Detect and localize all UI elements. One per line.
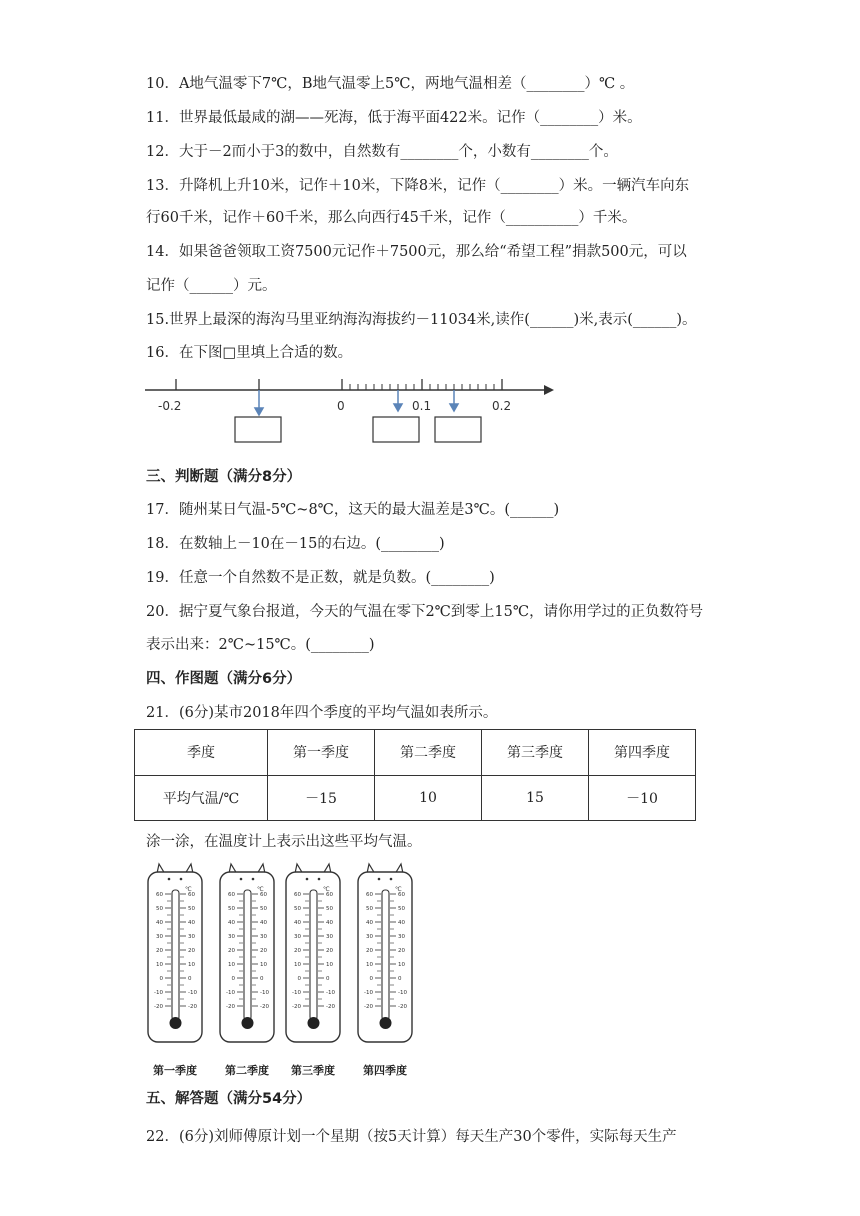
table-header-cell: 第四季度 <box>589 730 696 776</box>
thermometer-tick-label: -20 <box>260 1004 269 1010</box>
thermometer-tick-label: 10 <box>366 962 373 968</box>
thermometer-tick-label: 50 <box>366 906 373 912</box>
thermometer-tick-label: 20 <box>294 948 301 954</box>
thermometer-tick-label: 40 <box>260 920 267 926</box>
thermometer-tick-label: -10 <box>226 990 235 996</box>
thermometer-tick-label: 50 <box>228 906 235 912</box>
thermometer-tick-label: 0 <box>188 976 192 982</box>
thermometer-tick-label: 10 <box>398 962 405 968</box>
question-13-line2: 行60千米，记作＋60千米，那么向西行45千米，记作（__________）千米。 <box>146 210 637 226</box>
thermometer-tick-label: 60 <box>366 892 373 898</box>
thermometer-tick-label: -10 <box>188 990 197 996</box>
thermometer-tick-label: -20 <box>364 1004 373 1010</box>
thermometer-tick-label: 40 <box>228 920 235 926</box>
temperature-table <box>134 729 696 821</box>
question-16: 16．在下图□里填上合适的数。 <box>146 345 353 361</box>
thermometer-tick-label: 20 <box>398 948 405 954</box>
thermometer-tick-label: -10 <box>154 990 163 996</box>
thermometers-figure <box>140 860 430 1082</box>
thermometer-tick-label: -10 <box>326 990 335 996</box>
thermometer-tick-label: -20 <box>326 1004 335 1010</box>
thermometer-tick-label: 60 <box>260 892 267 898</box>
thermometer-tick-label: 40 <box>156 920 163 926</box>
question-17: 17．随州某日气温-5℃~8℃，这天的最大温差是3℃。(______) <box>146 502 560 518</box>
table-row-label: 平均气温/℃ <box>135 775 268 821</box>
table-row <box>135 775 696 821</box>
question-18: 18．在数轴上－10在－15的右边。(________) <box>146 536 445 552</box>
table-cell: －15 <box>268 775 375 821</box>
thermometer-tick-label: 60 <box>294 892 301 898</box>
question-13-line1: 13．升降机上升10米，记作＋10米，下降8米，记作（________）米。一辆汽车向东 <box>146 178 690 194</box>
thermometer-tick-label: 40 <box>188 920 195 926</box>
thermometer-tick-label: 60 <box>188 892 195 898</box>
thermometer-tick-label: 50 <box>326 906 333 912</box>
thermometer-tick-label: -20 <box>188 1004 197 1010</box>
table-row <box>135 730 696 776</box>
question-14-line1: 14．如果爸爸领取工资7500元记作＋7500元，那么给“希望工程”捐款500元，可以 <box>146 244 687 260</box>
number-line-label: -0.2 <box>158 399 182 413</box>
thermometer-tick-label: 60 <box>156 892 163 898</box>
section-heading-solve: 五、解答题（满分54分） <box>146 1091 312 1107</box>
thermometer-tick-label: -20 <box>226 1004 235 1010</box>
thermometer-tick-label: 0 <box>326 976 330 982</box>
thermometer-tick-label: 20 <box>366 948 373 954</box>
thermometer-bulb <box>242 1017 254 1029</box>
thermometer-tick-label: 10 <box>294 962 301 968</box>
question-15: 15.世界上最深的海沟马里亚纳海沟海拔约－11034米,读作(______)米,表示(______)。 <box>146 312 697 328</box>
number-line-label: 0.1 <box>412 399 432 413</box>
number-line-label: 0 <box>337 399 345 413</box>
number-line-label: 0.2 <box>492 399 512 413</box>
thermometer-tick-label: 10 <box>326 962 333 968</box>
section-heading-judge: 三、判断题（满分8分） <box>146 469 302 485</box>
thermometer-tick-label: 0 <box>231 976 235 982</box>
table-header-cell: 季度 <box>135 730 268 776</box>
thermometer-unit: ℃ <box>257 886 264 893</box>
thermometer-tick-label: 30 <box>228 934 235 940</box>
answer-box[interactable] <box>435 417 481 442</box>
thermometer-bulb <box>170 1017 182 1029</box>
thermometer-tick-label: -10 <box>260 990 269 996</box>
question-21: 21．(6分)某市2018年四个季度的平均气温如表所示。 <box>146 705 498 721</box>
thermometer-tick-label: 60 <box>228 892 235 898</box>
section-heading-draw: 四、作图题（满分6分） <box>146 671 302 687</box>
thermometer-tick-label: 30 <box>260 934 267 940</box>
thermometer-tick-label: 0 <box>297 976 301 982</box>
question-10: 10．A地气温零下7℃，B地气温零上5℃，两地气温相差（________）℃ 。 <box>146 76 635 92</box>
thermometer-tick-label: 40 <box>398 920 405 926</box>
thermometer-tick-label: 0 <box>398 976 402 982</box>
table-header-cell: 第二季度 <box>375 730 482 776</box>
thermometer-tick-label: 50 <box>188 906 195 912</box>
thermometer-tick-label: 60 <box>326 892 333 898</box>
thermometer-tick-label: 40 <box>294 920 301 926</box>
thermometer-tick-label: 0 <box>159 976 163 982</box>
question-19: 19．任意一个自然数不是正数，就是负数。(________) <box>146 570 495 586</box>
number-line-figure <box>140 370 560 446</box>
thermometer-tick-label: 20 <box>228 948 235 954</box>
thermometer-tick-label: 30 <box>366 934 373 940</box>
thermometer[interactable] <box>148 864 202 1042</box>
thermometer-tick-label: 50 <box>156 906 163 912</box>
thermometer-tick-label: 40 <box>326 920 333 926</box>
table-cell: 10 <box>375 775 482 821</box>
question-21-instruction: 涂一涂，在温度计上表示出这些平均气温。 <box>146 834 422 850</box>
thermometer-unit: ℃ <box>323 886 330 893</box>
thermometer-tick-label: 10 <box>188 962 195 968</box>
thermometer[interactable] <box>286 864 340 1042</box>
answer-box[interactable] <box>373 417 419 442</box>
question-14-line2: 记作（______）元。 <box>146 278 277 294</box>
thermometer-bulb <box>380 1017 392 1029</box>
thermometer-tick-label: 40 <box>366 920 373 926</box>
thermometer-tick-label: 10 <box>228 962 235 968</box>
table-cell: 15 <box>482 775 589 821</box>
thermometer[interactable] <box>358 864 412 1042</box>
thermometer-tick-label: 50 <box>294 906 301 912</box>
thermometer-tick-label: -20 <box>292 1004 301 1010</box>
thermometer-tick-label: 60 <box>398 892 405 898</box>
thermometer[interactable] <box>220 864 274 1042</box>
thermometer-tick-label: 50 <box>260 906 267 912</box>
thermometer-unit: ℃ <box>395 886 402 893</box>
thermometer-caption: 第二季度 <box>225 1064 269 1077</box>
thermometer-tick-label: 20 <box>188 948 195 954</box>
thermometer-tick-label: 30 <box>156 934 163 940</box>
thermometer-tick-label: -20 <box>154 1004 163 1010</box>
question-20-line1: 20．据宁夏气象台报道，今天的气温在零下2℃到零上15℃，请你用学过的正负数符号 <box>146 604 704 620</box>
thermometer-tick-label: 20 <box>260 948 267 954</box>
thermometer-tick-label: 20 <box>326 948 333 954</box>
thermometer-tick-label: -10 <box>292 990 301 996</box>
thermometer-tick-label: 30 <box>294 934 301 940</box>
thermometer-tick-label: 0 <box>369 976 373 982</box>
thermometer-tick-label: 30 <box>398 934 405 940</box>
thermometer-bulb <box>308 1017 320 1029</box>
thermometer-tick-label: 30 <box>326 934 333 940</box>
table-cell: －10 <box>589 775 696 821</box>
thermometer-tick-label: 0 <box>260 976 264 982</box>
table-header-cell: 第三季度 <box>482 730 589 776</box>
thermometer-caption: 第四季度 <box>363 1064 407 1077</box>
thermometer-unit: ℃ <box>185 886 192 893</box>
thermometer-tick-label: 10 <box>260 962 267 968</box>
thermometer-tick-label: -20 <box>398 1004 407 1010</box>
answer-box[interactable] <box>235 417 281 442</box>
thermometer-tick-label: -10 <box>398 990 407 996</box>
table-header-cell: 第一季度 <box>268 730 375 776</box>
thermometer-caption: 第一季度 <box>153 1064 197 1077</box>
thermometer-tick-label: 10 <box>156 962 163 968</box>
thermometer-tick-label: 30 <box>188 934 195 940</box>
question-11: 11．世界最低最咸的湖——死海，低于海平面422米。记作（________）米。 <box>146 110 642 126</box>
question-12: 12．大于－2而小于3的数中，自然数有________个，小数有________个。 <box>146 144 618 160</box>
question-22: 22．(6分)刘师傅原计划一个星期（按5天计算）每天生产30个零件，实际每天生产 <box>146 1129 677 1145</box>
thermometer-tick-label: 20 <box>156 948 163 954</box>
thermometer-tick-label: -10 <box>364 990 373 996</box>
question-20-line2: 表示出来：2℃~15℃。(________) <box>146 637 375 653</box>
thermometer-caption: 第三季度 <box>291 1064 335 1077</box>
thermometer-tick-label: 50 <box>398 906 405 912</box>
